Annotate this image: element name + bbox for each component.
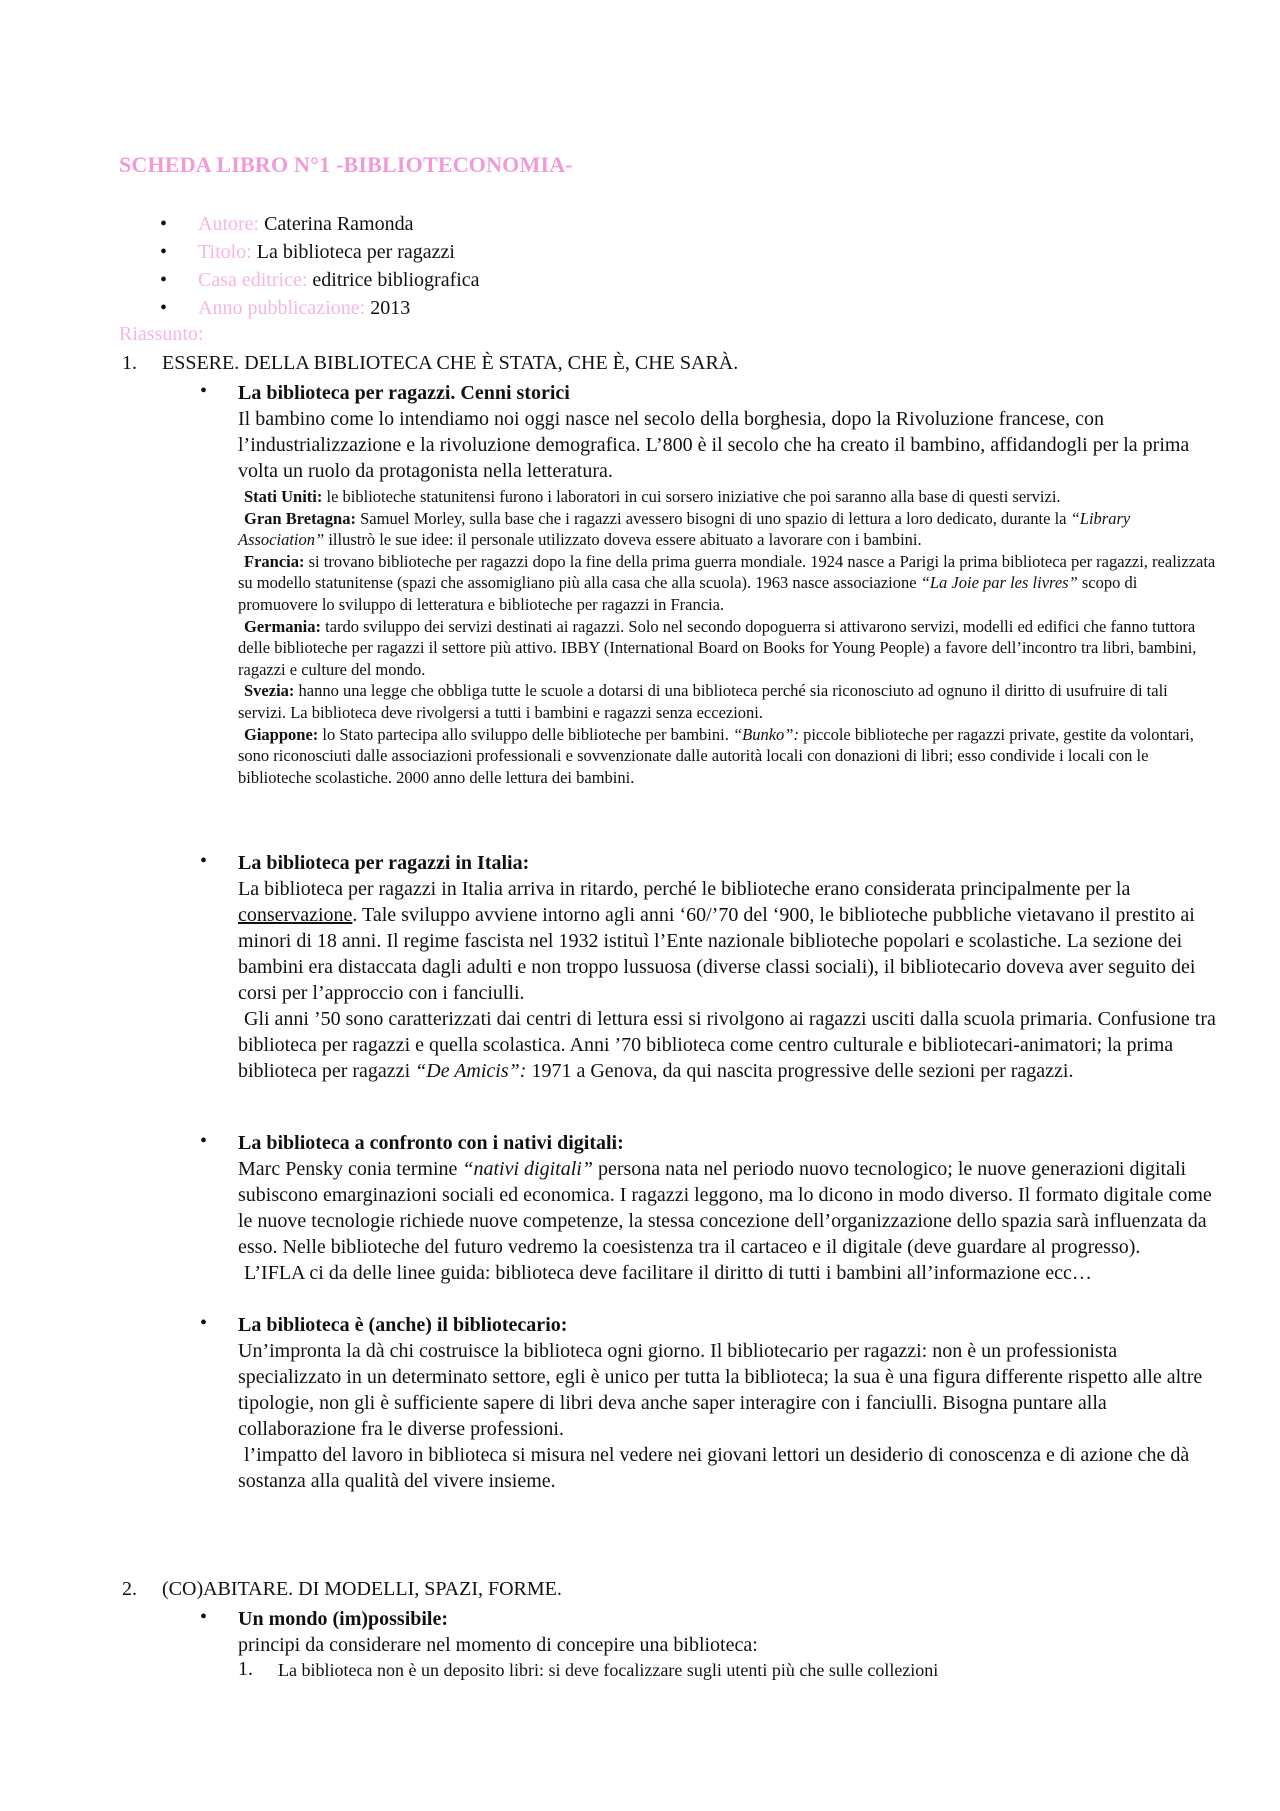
section-italy (238, 850, 1218, 1084)
underlined-text: conservazione (238, 904, 353, 926)
section-body (238, 1156, 1218, 1260)
section-heading: La biblioteca per ragazzi in Italia: (238, 852, 530, 874)
meta-publisher (160, 266, 480, 294)
country-france (238, 551, 1218, 616)
section-body (238, 876, 1218, 1006)
section-heading: La biblioteca è (anche) il bibliotecario: (238, 1314, 568, 1336)
body-text: La biblioteca per ragazzi in Italia arriva in ritardo, perché le biblioteche erano considerata principalmente per la (238, 878, 1131, 900)
section-body (238, 1006, 1218, 1084)
meta-label: Titolo: (198, 241, 252, 263)
country-italic: “Bunko”: (732, 724, 799, 744)
meta-year (160, 294, 480, 322)
country-text: lo Stato partecipa allo sviluppo delle biblioteche per bambini. (318, 724, 733, 744)
body-text: Gli anni ’50 sono caratterizzati dai centri di lettura essi si rivolgono ai ragazzi usciti dalla scuola primaria. Confusione tra biblioteca per ragazzi e quella scolastica. Anni ’70 biblioteca come centro culturale e bibliotecari-animatori; la prima biblioteca per ragazzi (238, 1008, 1216, 1082)
country-italic: “Library Association” (238, 508, 1131, 550)
meta-value: 2013 (370, 297, 411, 319)
meta-value: La biblioteca per ragazzi (256, 241, 455, 263)
body-text: persona nata nel periodo nuovo tecnologico; le nuove generazioni digitali subiscono emarginazioni sociali ed economica. I ragazzi leggono, ma lo dicono in modo diverso. Il formato digitale come le nuove tecnologie richiede nuove competenze, la stessa concezione dell’organizzazione dello spazia sarà influenzata da esso. Nelle biblioteche del futuro vedremo la coesistenza tra il cartaceo e il digitale (deve guardare al progresso). (238, 1158, 1212, 1258)
country-label: Francia: (244, 551, 305, 571)
section-historical (238, 380, 1218, 788)
country-text: illustrò le sue idee: il personale utilizzato doveva essere abituato a lavorare con i bambini. (324, 530, 922, 550)
country-label: Stati Uniti: (244, 487, 323, 506)
bullet-icon: • (200, 1606, 208, 1628)
countries-block (238, 486, 1218, 788)
section-body: Un’impronta la dà chi costruisce la biblioteca ogni giorno. Il bibliotecario per ragazzi: non è un professionista specializzato in un determinato settore, egli è unico per tutta la biblioteca; la sua è una figura differente rispetto alle altre tipologie, non gli è sufficiente sapere di libri deva anche saper interagire con i fanciulli. Bisogna puntare alla collaborazione fra le diverse professioni. (238, 1340, 1203, 1440)
meta-value: editrice bibliografica (312, 269, 480, 291)
country-text: le biblioteche statunitensi furono i laboratori in cui sorsero iniziative che poi saranno alla base di questi servizi. (322, 487, 1061, 506)
meta-title (160, 238, 480, 266)
bullet-icon: • (200, 1312, 208, 1334)
country-uk (238, 508, 1218, 551)
section-body: principi da considerare nel momento di concepire una biblioteca: (238, 1634, 758, 1656)
numbered-item (238, 1658, 939, 1681)
section-librarian (238, 1312, 1218, 1494)
section-body: L’IFLA ci da delle linee guida: biblioteca deve facilitare il diritto di tutti i bambini all’informazione ecc… (244, 1262, 1092, 1284)
country-label: Giappone: (244, 724, 319, 744)
section-heading: La biblioteca per ragazzi. Cenni storici (238, 382, 570, 404)
document-title: SCHEDA LIBRO N°1 -BIBLIOTECONOMIA- (119, 152, 573, 177)
section-impossible-world (238, 1606, 1218, 1658)
chapter-number: 2. (122, 1578, 137, 1600)
meta-label: Anno pubblicazione: (198, 297, 366, 319)
meta-value: Caterina Ramonda (264, 213, 414, 235)
summary-label: Riassunto: (119, 323, 204, 345)
country-usa (238, 486, 1218, 508)
chapter-title: (CO)ABITARE. DI MODELLI, SPAZI, FORME. (162, 1578, 562, 1600)
country-text: piccole biblioteche per ragazzi private, gestite da volontari, sono riconosciuti dalle associazioni professionali e sovvenzionate dalle autorità locali con donazioni di libri; esso condivide i locali con le biblioteche scolastiche. 2000 anno delle lettura dei bambini. (238, 724, 1194, 787)
italic-text: “De Amicis”: (415, 1060, 527, 1082)
body-text: Marc Pensky conia termine (238, 1158, 463, 1180)
country-text: scopo di promuovere lo sviluppo di letteratura e biblioteche per ragazzi in Francia. (238, 573, 1138, 614)
meta-author (160, 210, 480, 238)
section-body: Il bambino come lo intendiamo noi oggi nasce nel secolo della borghesia, dopo la Rivoluzione francese, con l’industrializzazione e la rivoluzione demografica. L’800 è il secolo che ha creato il bambino, affidandogli per la prima volta un ruolo da protagonista nella letteratura. (238, 408, 1190, 482)
chapter-number: 1. (122, 352, 137, 374)
bullet-icon: • (200, 1130, 208, 1152)
country-text: tardo sviluppo dei servizi destinati ai ragazzi. Solo nel secondo dopoguerra si attivarono servizi, modelli ed edifici che fanno tuttora delle biblioteche per ragazzi il settore più attivo. IBBY (International Board on Books for Young People) a favore dell’incontro tra libri, bambini, ragazzi e culture del mondo. (238, 616, 1197, 679)
country-sweden (238, 680, 1218, 723)
chapter-title: ESSERE. DELLA BIBLIOTECA CHE È STATA, CHE È, CHE SARÀ. (162, 352, 739, 374)
book-info-list (160, 210, 480, 322)
item-text: La biblioteca non è un deposito libri: si deve focalizzare sugli utenti più che sulle collezioni (278, 1660, 939, 1680)
country-text: Samuel Morley, sulla base che i ragazzi avessero bisogni di uno spazio di lettura a loro dedicato, durante la (355, 508, 1071, 528)
section-body: l’impatto del lavoro in biblioteca si misura nel vedere nei giovani lettori un desiderio di conoscenza e di azione che dà sostanza alla qualità del vivere insieme. (238, 1444, 1190, 1492)
country-text: si trovano biblioteche per ragazzi dopo la fine della prima guerra mondiale. 1924 nasce a Parigi la prima biblioteca per ragazzi, realizzata su modello statunitense (spazi che assomigliano più alla casa che alla scuola). 1963 nasce associazione (238, 551, 1216, 593)
bullet-icon: • (200, 850, 208, 872)
country-label: Svezia: (244, 681, 295, 701)
body-text: . Tale sviluppo avviene intorno agli anni ‘60/’70 del ‘900, le biblioteche pubbliche vietavano il prestito ai minori di 18 anni. Il regime fascista nel 1932 istituì l’Ente nazionale biblioteche popolari e scolastiche. La sezione dei bambini era distaccata dagli adulti e non troppo lussuosa (diverse classi sociali), il bibliotecario doveva aver seguito dei corsi per l’approccio con i fanciulli. (238, 904, 1196, 1004)
meta-label: Casa editrice: (198, 269, 308, 291)
meta-label: Autore: (198, 213, 260, 235)
section-digital-natives (238, 1130, 1218, 1286)
italic-text: “nativi digitali” (462, 1158, 593, 1180)
country-text: hanno una legge che obbliga tutte le scuole a dotarsi di una biblioteca perché sia riconosciuto ad ognuno il diritto di usufruire di tali servizi. La biblioteca deve rivolgersi a tutti i bambini e ragazzi senza eccezioni. (238, 681, 1168, 722)
section-heading: Un mondo (im)possibile: (238, 1608, 449, 1630)
country-label: Germania: (244, 616, 321, 636)
body-text: 1971 a Genova, da qui nascita progressive delle sezioni per ragazzi. (526, 1060, 1074, 1082)
country-japan (238, 724, 1218, 789)
country-label: Gran Bretagna: (244, 508, 356, 528)
section-heading: La biblioteca a confronto con i nativi digitali: (238, 1132, 624, 1154)
bullet-icon: • (200, 380, 208, 402)
country-italic: “La Joie par les livres” (920, 573, 1078, 593)
item-number: 1. (238, 1658, 253, 1680)
country-germany (238, 616, 1218, 681)
